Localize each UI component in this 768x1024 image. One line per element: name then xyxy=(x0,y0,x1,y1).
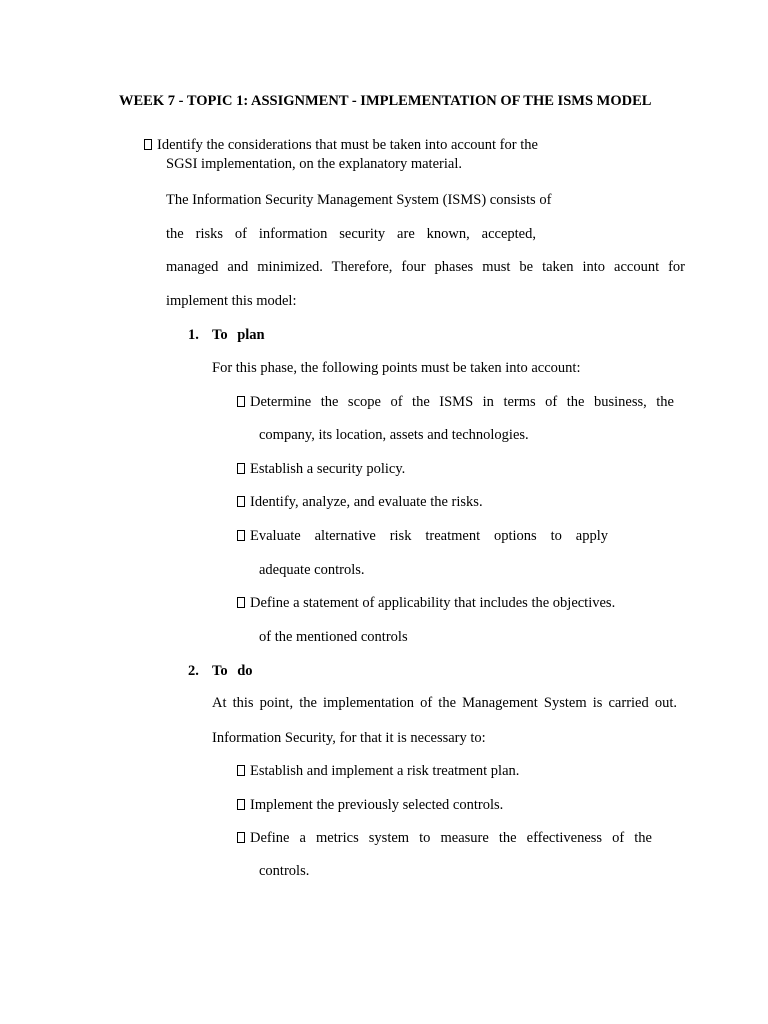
checkbox-bullet-icon xyxy=(237,765,245,776)
phase1-bullet-3: Identify, analyze, and evaluate the risks. xyxy=(237,493,483,511)
checkbox-bullet-icon xyxy=(237,832,245,843)
intro-line-1: The Information Security Management System (ISMS) consists of xyxy=(166,192,552,208)
phase1-title: To plan xyxy=(212,327,265,343)
checkbox-bullet-icon xyxy=(237,396,245,407)
phase1-bullet-1-cont: company, its location, assets and technologies. xyxy=(259,427,529,443)
task-line-1: Identify the considerations that must be taken into account for the xyxy=(157,137,538,153)
checkbox-bullet-icon xyxy=(237,799,245,810)
intro-line-4: implement this model: xyxy=(166,293,297,309)
phase2-title: To do xyxy=(212,663,253,679)
phase2-heading xyxy=(188,662,253,680)
document-title: WEEK 7 - TOPIC 1: ASSIGNMENT - IMPLEMENTATION OF THE ISMS MODEL xyxy=(119,93,652,109)
phase2-bullet-2: Implement the previously selected controls. xyxy=(237,796,503,814)
task-line-2: SGSI implementation, on the explanatory material. xyxy=(166,156,462,172)
phase1-bullet-5-cont: of the mentioned controls xyxy=(259,629,408,645)
checkbox-bullet-icon xyxy=(237,463,245,474)
checkbox-bullet-icon xyxy=(237,597,245,608)
phase2-number: 2. xyxy=(188,663,199,679)
phase1-bullet-4: Evaluate alternative risk treatment options to apply xyxy=(237,527,608,545)
phase1-bullet-4-cont: adequate controls. xyxy=(259,562,365,578)
task-item xyxy=(144,136,538,154)
phase1-bullet-1: Determine the scope of the ISMS in terms of the business, the xyxy=(237,393,674,411)
checkbox-bullet-icon xyxy=(237,496,245,507)
intro-line-2: the risks of information security are known, accepted, xyxy=(166,226,536,242)
checkbox-bullet-icon xyxy=(144,139,152,150)
intro-line-3: managed and minimized. Therefore, four phases must be taken into account for xyxy=(166,259,685,275)
phase2-bullet-3: Define a metrics system to measure the effectiveness of the xyxy=(237,829,652,847)
checkbox-bullet-icon xyxy=(237,530,245,541)
phase2-intro-2: Information Security, for that it is necessary to: xyxy=(212,730,486,746)
phase1-bullet-2: Establish a security policy. xyxy=(237,460,405,478)
phase1-intro: For this phase, the following points must be taken into account: xyxy=(212,360,581,376)
phase1-bullet-5: Define a statement of applicability that includes the objectives. xyxy=(237,594,615,612)
phase1-number: 1. xyxy=(188,327,199,343)
phase2-bullet-3-cont: controls. xyxy=(259,863,310,879)
phase2-bullet-1: Establish and implement a risk treatment plan. xyxy=(237,762,519,780)
phase2-intro-1: At this point, the implementation of the Management System is carried out. xyxy=(212,695,677,711)
phase1-heading xyxy=(188,326,265,344)
